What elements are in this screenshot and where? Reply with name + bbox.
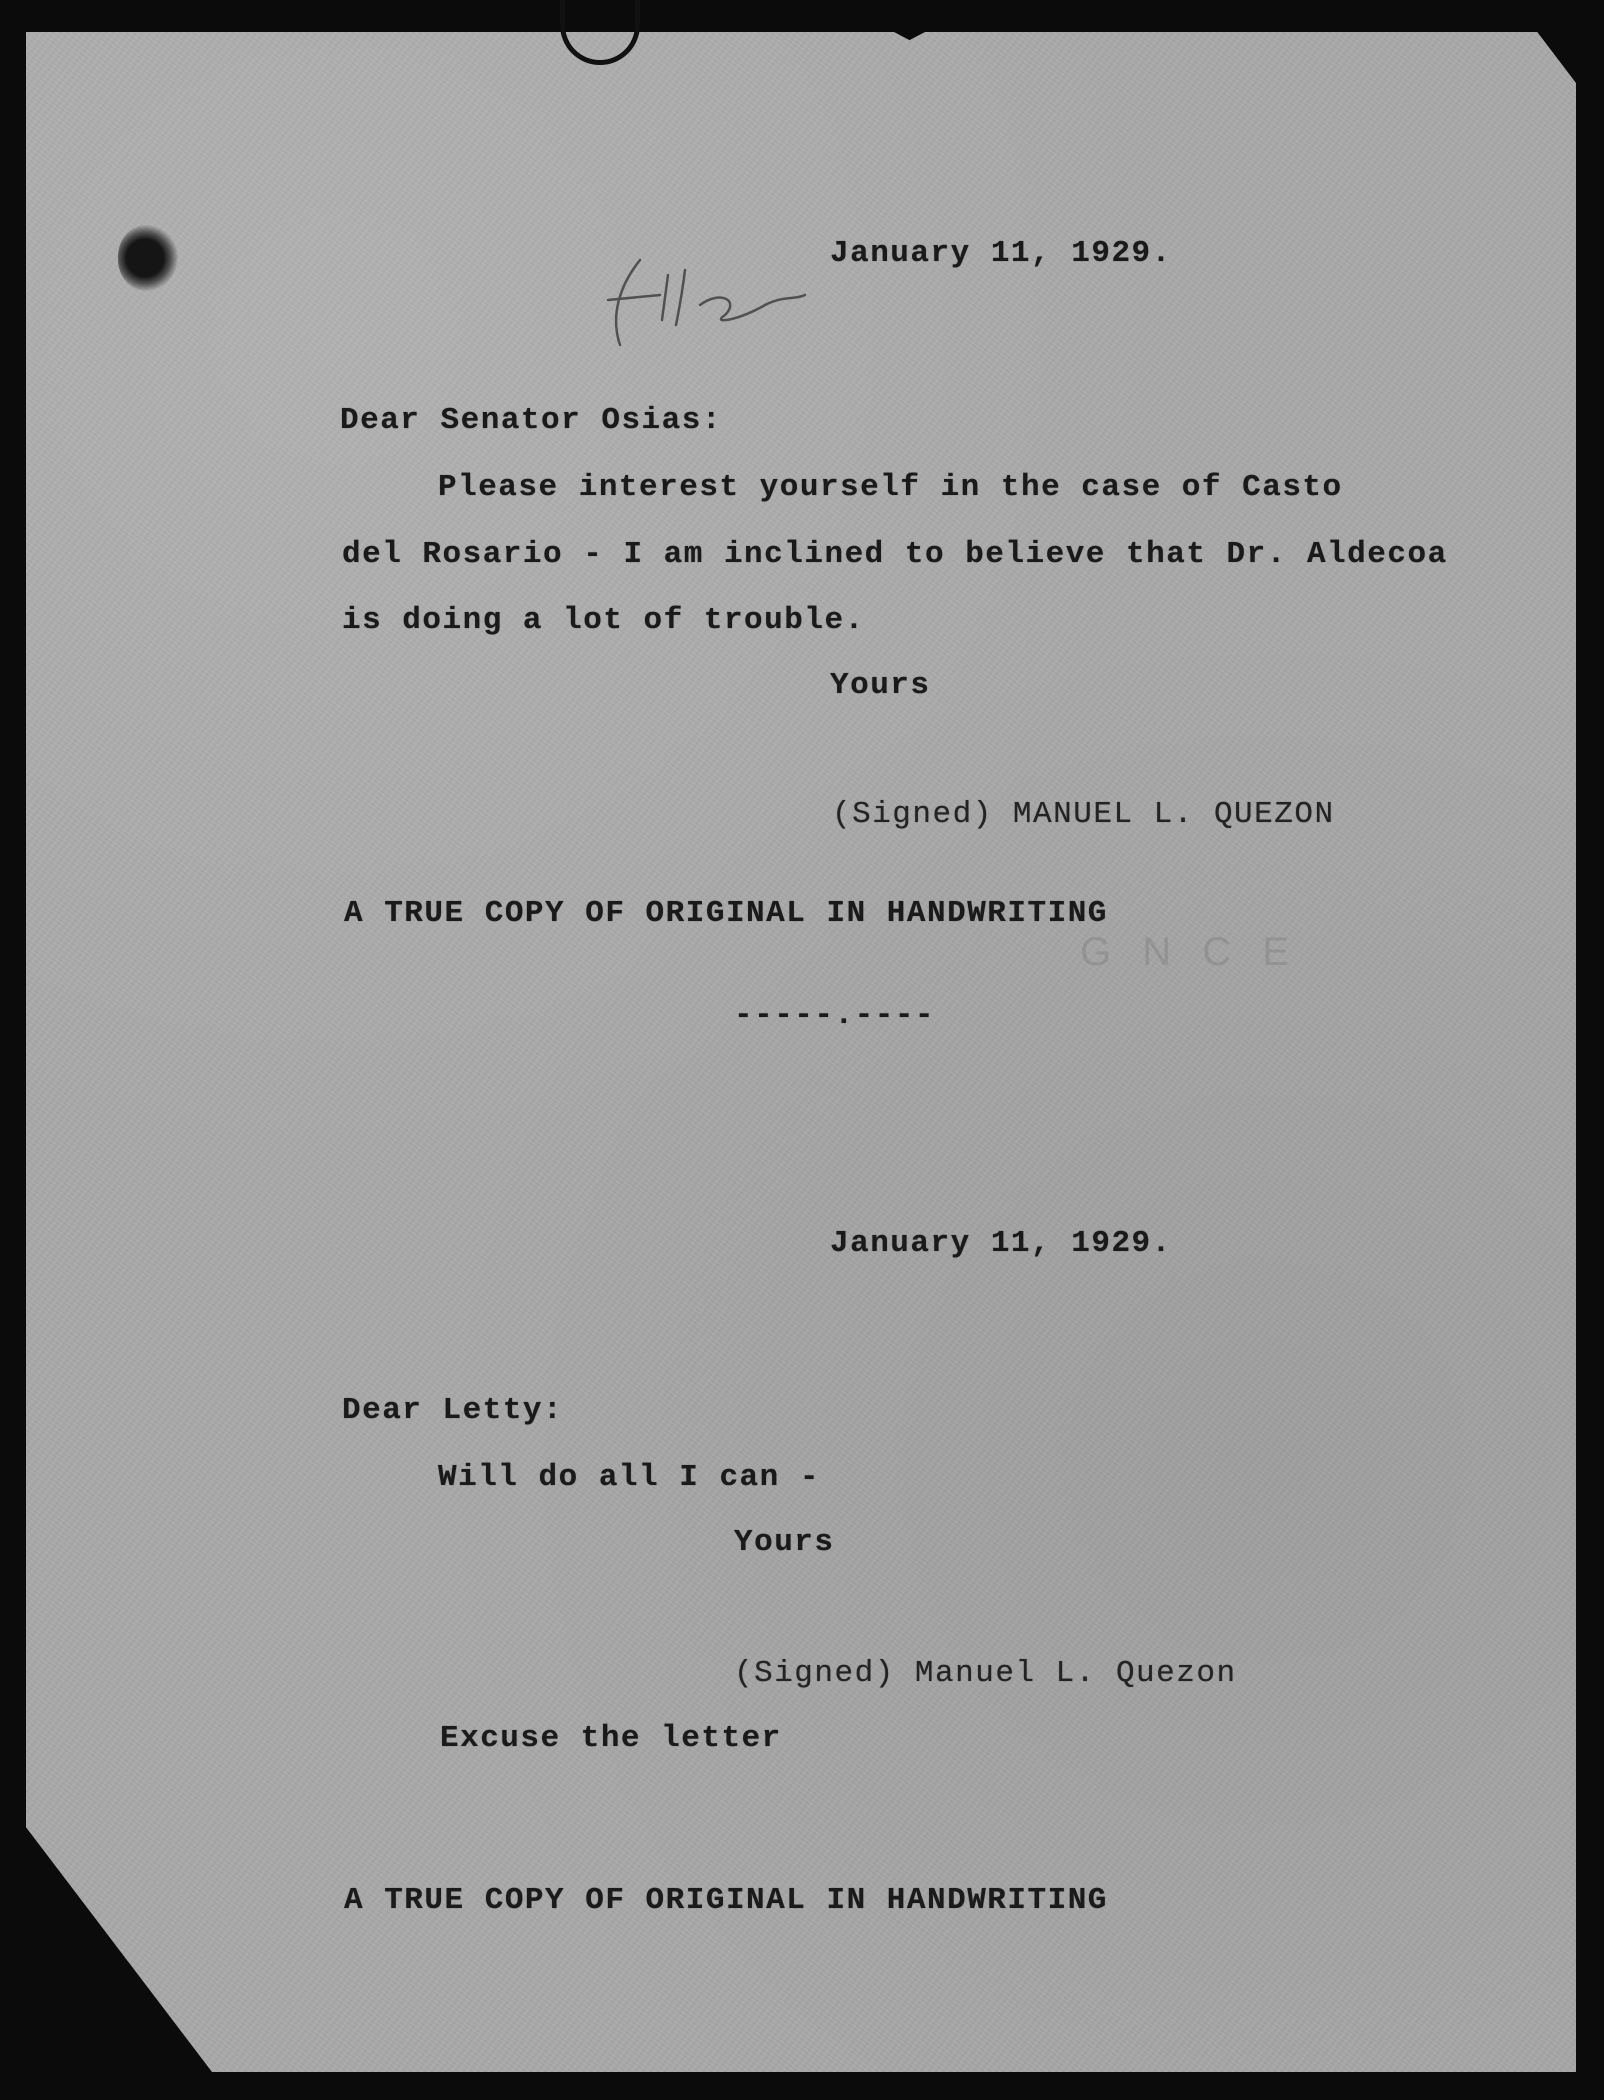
letter2-date: January 11, 1929. [830, 1226, 1172, 1261]
section-separator: -----.---- [734, 998, 936, 1033]
letter2-salutation: Dear Letty: [342, 1393, 564, 1428]
letter1-body-line-2: del Rosario - I am inclined to believe that Dr. Aldecoa [342, 537, 1448, 572]
letter1-salutation: Dear Senator Osias: [340, 403, 722, 438]
handwritten-file-mark [590, 245, 810, 355]
letter1-certification: A TRUE COPY OF ORIGINAL IN HANDWRITING [344, 896, 1108, 931]
bleed-through-marks: G N C E [1080, 930, 1299, 974]
letter1-signature: (Signed) MANUEL L. QUEZON [832, 797, 1335, 832]
letter2-signature: (Signed) Manuel L. Quezon [734, 1656, 1237, 1691]
letter2-body: Will do all I can - [438, 1460, 820, 1495]
letter1-closing: Yours [830, 668, 931, 703]
letter2-closing: Yours [734, 1525, 835, 1560]
letter2-postscript: Excuse the letter [440, 1721, 782, 1756]
letter1-date: January 11, 1929. [830, 236, 1172, 271]
letter1-body-line-3: is doing a lot of trouble. [342, 603, 865, 638]
letter1-body-line-1: Please interest yourself in the case of Casto [438, 470, 1343, 505]
letter2-certification: A TRUE COPY OF ORIGINAL IN HANDWRITING [344, 1883, 1108, 1918]
